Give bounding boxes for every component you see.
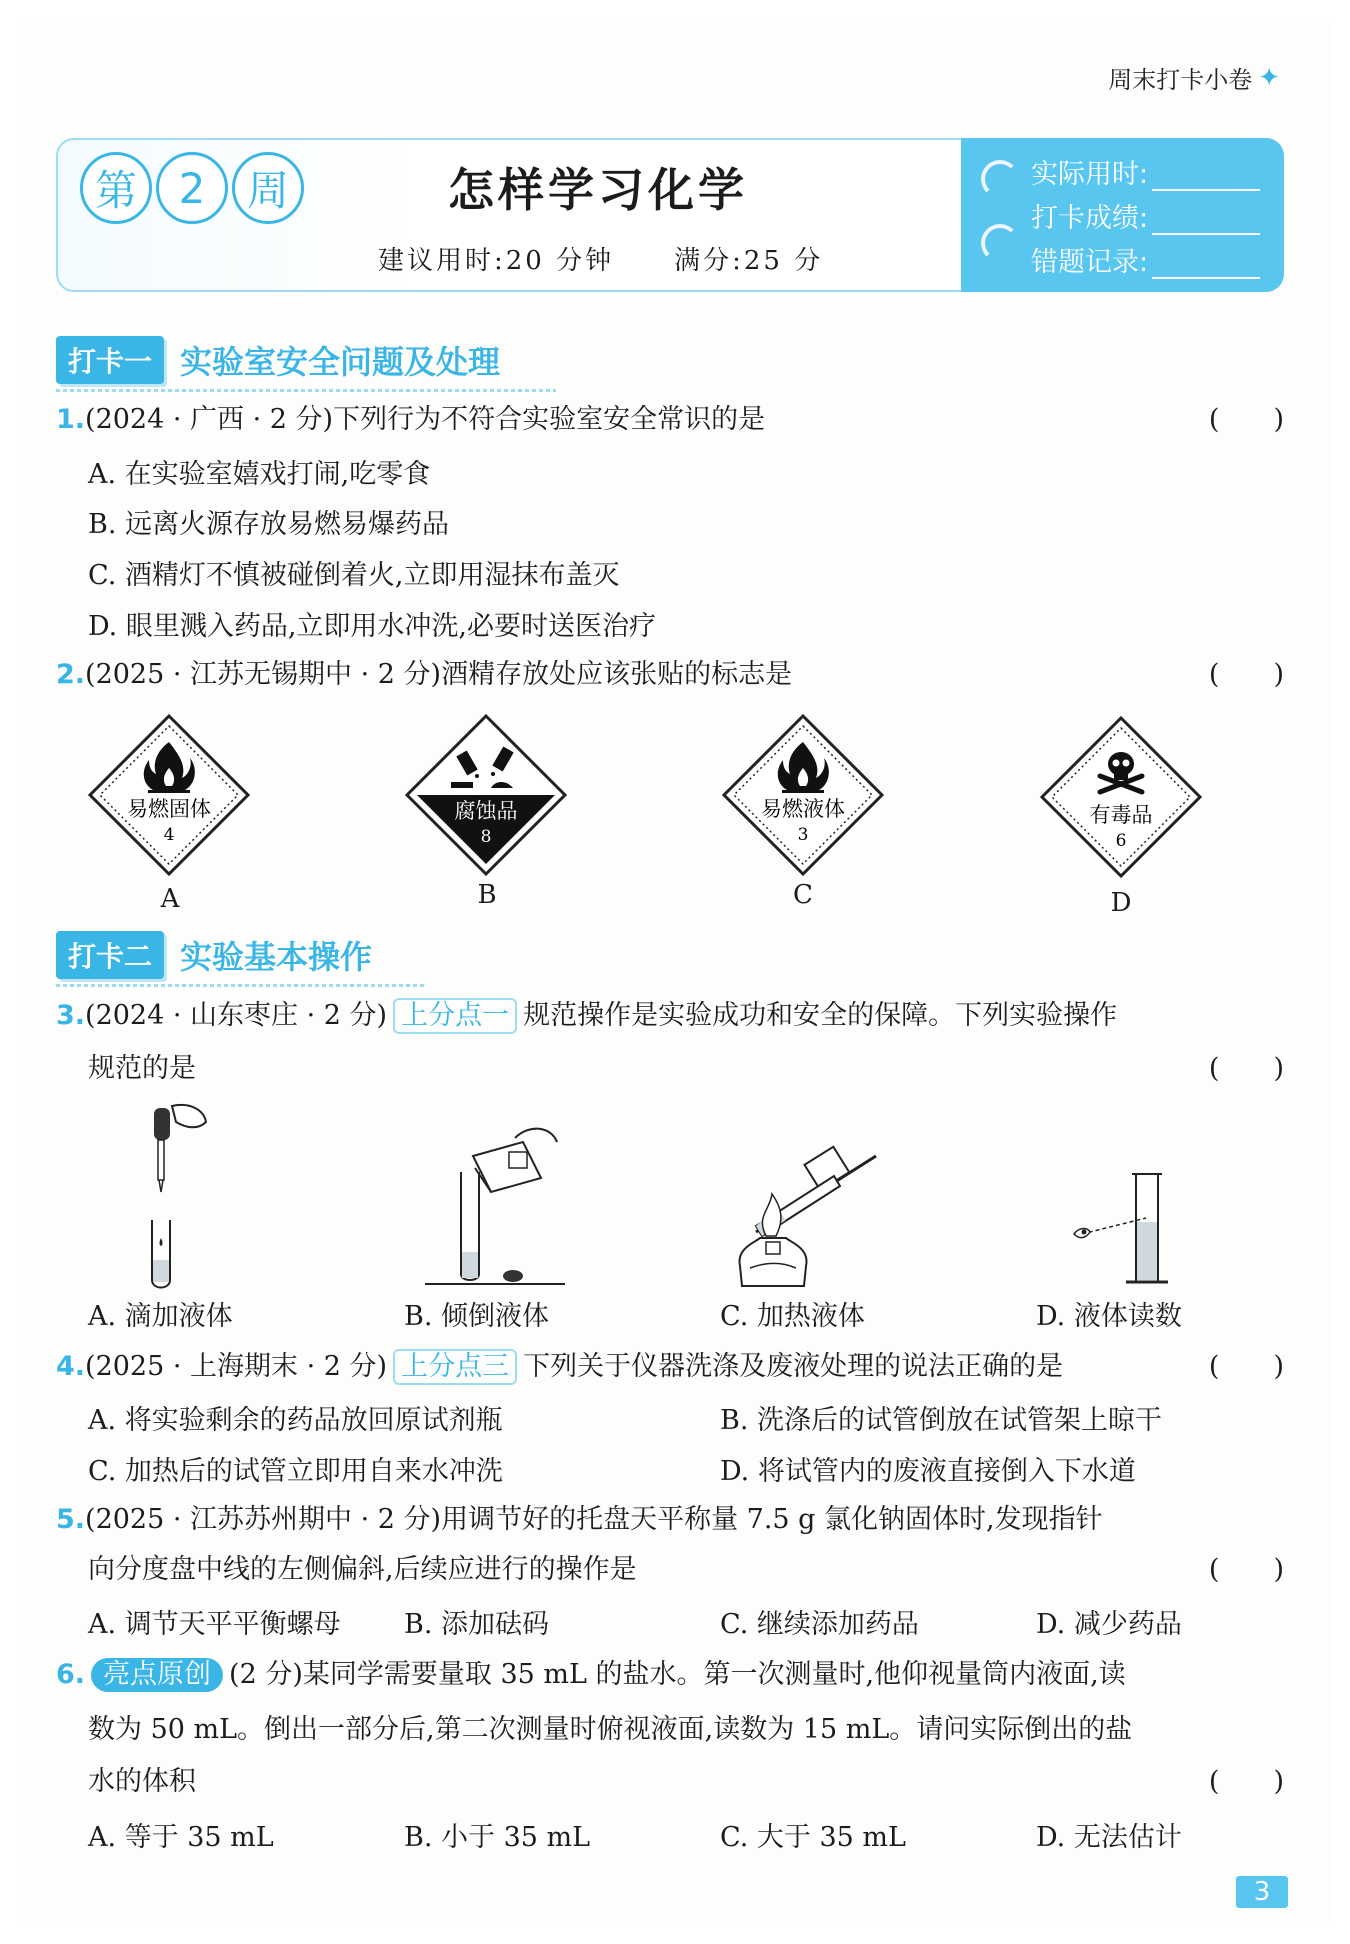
question-text: 规范的是: [88, 1053, 196, 1084]
option-c[interactable]: C. 酒精灯不慎被碰倒着火,立即用湿抹布盖灭: [88, 560, 620, 591]
sign-letter-c: C: [793, 880, 813, 910]
pouring-illustration[interactable]: [425, 1112, 565, 1292]
option-a[interactable]: A. 调节天平平衡螺母: [88, 1609, 341, 1640]
question-number: 6.: [56, 1659, 86, 1690]
question-source: (2025 · 上海期末 · 2 分): [85, 1351, 388, 1382]
option-a[interactable]: A. 在实验室嬉戏打闹,吃零食: [88, 459, 431, 490]
option-b[interactable]: B. 倾倒液体: [404, 1301, 550, 1332]
section-header-1: [56, 336, 500, 384]
toxic-sign[interactable]: [1038, 714, 1204, 880]
question-6: [56, 1655, 1286, 1695]
question-6-line3: [88, 1762, 1286, 1802]
week-badge: [80, 152, 304, 224]
sign-number: 8: [480, 827, 492, 847]
sign-number: 6: [1115, 831, 1127, 851]
sign-label: 腐蚀品: [454, 799, 518, 823]
question-text: (2 分)某同学需要量取 35 mL 的盐水。第一次测量时,他仰视量筒内液面,读: [229, 1659, 1126, 1690]
sign-number: 4: [163, 825, 175, 845]
option-d[interactable]: D. 无法估计: [1036, 1822, 1182, 1853]
sign-letter-d: D: [1110, 888, 1132, 918]
section-title: 实验室安全问题及处理: [180, 343, 501, 381]
week-char-1: 第: [80, 152, 152, 224]
option-c[interactable]: C. 加热液体: [720, 1301, 865, 1332]
score-label: 打卡成绩:: [1031, 203, 1149, 234]
score-point-badge: 上分点一: [393, 998, 517, 1034]
question-number: 4.: [56, 1351, 86, 1382]
question-text: 下列关于仪器洗涤及废液处理的说法正确的是: [523, 1351, 1064, 1382]
option-a[interactable]: A. 等于 35 mL: [88, 1822, 274, 1853]
question-5-line2: [88, 1550, 1286, 1590]
page-title: 怎样学习化学: [448, 163, 748, 217]
option-d[interactable]: D. 眼里溅入药品,立即用水冲洗,必要时送医治疗: [88, 611, 657, 642]
option-c[interactable]: C. 继续添加药品: [720, 1609, 919, 1640]
cylinder-reading-illustration[interactable]: [1070, 1168, 1180, 1288]
option-b[interactable]: B. 远离火源存放易燃易爆药品: [88, 509, 450, 540]
mistake-label: 错题记录:: [1031, 247, 1149, 278]
question-6-line2: [88, 1710, 1286, 1750]
mistake-field[interactable]: [1031, 240, 1260, 279]
sign-label: 易燃固体: [127, 797, 211, 821]
question-text: (2025 · 江苏无锡期中 · 2 分)酒精存放处应该张贴的标志是: [85, 659, 793, 690]
actual-time-label: 实际用时:: [1031, 159, 1149, 190]
question-text: (2025 · 江苏苏州期中 · 2 分)用调节好的托盘天平称量 7.5 g 氯化钠固体时,发现指针: [85, 1504, 1103, 1535]
option-d[interactable]: D. 减少药品: [1036, 1609, 1182, 1640]
sign-letter-b: B: [477, 880, 497, 910]
actual-time-field[interactable]: [1031, 152, 1260, 191]
option-c[interactable]: C. 大于 35 mL: [720, 1822, 906, 1853]
question-2: [56, 655, 1286, 695]
option-a[interactable]: A. 滴加液体: [88, 1301, 233, 1332]
corrosive-sign[interactable]: [403, 712, 569, 878]
question-text: 向分度盘中线的左侧偏斜,后续应进行的操作是: [88, 1554, 637, 1585]
option-b[interactable]: B. 添加砝码: [404, 1609, 550, 1640]
section-title: 实验基本操作: [180, 938, 373, 976]
question-text: 规范操作是实验成功和安全的保障。下列实验操作: [523, 1000, 1118, 1031]
score-field[interactable]: [1031, 196, 1260, 235]
question-3: [56, 996, 1286, 1036]
hook-icon: [981, 160, 1019, 198]
section-header-2: [56, 931, 372, 979]
option-b[interactable]: B. 洗涤后的试管倒放在试管架上晾干: [720, 1405, 1163, 1436]
hook-icon: [981, 224, 1019, 262]
option-d[interactable]: D. 将试管内的废液直接倒入下水道: [720, 1456, 1136, 1487]
question-text: 数为 50 mL。倒出一部分后,第二次测量时俯视液面,读数为 15 mL。请问实际倒出的盐: [88, 1714, 1133, 1745]
corner-label-text: 周末打卡小卷: [1108, 66, 1253, 94]
answer-blank[interactable]: ( ): [1208, 1554, 1284, 1585]
question-text: (2024 · 广西 · 2 分)下列行为不符合实验室安全常识的是: [85, 404, 766, 435]
answer-blank[interactable]: ( ): [1208, 659, 1284, 690]
header-band: [56, 138, 1284, 292]
question-1: [56, 400, 1286, 440]
sign-letter-a: A: [160, 884, 180, 914]
heating-illustration[interactable]: [726, 1136, 886, 1290]
question-number: 2.: [56, 659, 86, 690]
corner-label: [1108, 60, 1280, 95]
week-char-3: 周: [232, 152, 304, 224]
sign-number: 3: [797, 825, 809, 845]
section-tag: 打卡二: [56, 931, 164, 979]
record-box: [961, 138, 1284, 292]
sign-label: 易燃液体: [761, 797, 845, 821]
sign-label: 有毒品: [1089, 803, 1153, 827]
week-char-2: 2: [156, 152, 228, 224]
answer-blank[interactable]: ( ): [1208, 1351, 1284, 1382]
question-number: 3.: [56, 1000, 86, 1031]
flammable-liquid-sign[interactable]: [720, 712, 886, 878]
answer-blank[interactable]: ( ): [1208, 1053, 1284, 1084]
title-box: [56, 138, 981, 292]
option-c[interactable]: C. 加热后的试管立即用自来水冲洗: [88, 1456, 503, 1487]
question-number: 1.: [56, 404, 86, 435]
answer-blank[interactable]: ( ): [1208, 1766, 1284, 1797]
question-5: [56, 1500, 1286, 1540]
option-d[interactable]: D. 液体读数: [1036, 1301, 1182, 1332]
suggested-time: 建议用时:20 分钟: [378, 246, 615, 276]
score-point-badge: 上分点三: [393, 1349, 517, 1385]
section-tag: 打卡一: [56, 336, 164, 384]
question-text: 水的体积: [88, 1766, 196, 1797]
original-badge: 亮点原创: [91, 1658, 223, 1692]
option-a[interactable]: A. 将实验剩余的药品放回原试剂瓶: [88, 1405, 503, 1436]
option-b[interactable]: B. 小于 35 mL: [404, 1822, 591, 1853]
dropper-illustration[interactable]: [130, 1100, 230, 1290]
question-3-line2: [88, 1049, 1286, 1089]
question-source: (2024 · 山东枣庄 · 2 分): [85, 1000, 388, 1031]
full-score: 满分:25 分: [674, 246, 824, 276]
header-subinfo: [378, 240, 823, 277]
answer-blank[interactable]: ( ): [1208, 404, 1284, 435]
sparkle-icon: ✦: [1258, 62, 1280, 93]
question-number: 5.: [56, 1504, 86, 1535]
page-number: 3: [1236, 1876, 1288, 1908]
question-4: [56, 1347, 1286, 1387]
flammable-solid-sign[interactable]: [86, 712, 252, 878]
